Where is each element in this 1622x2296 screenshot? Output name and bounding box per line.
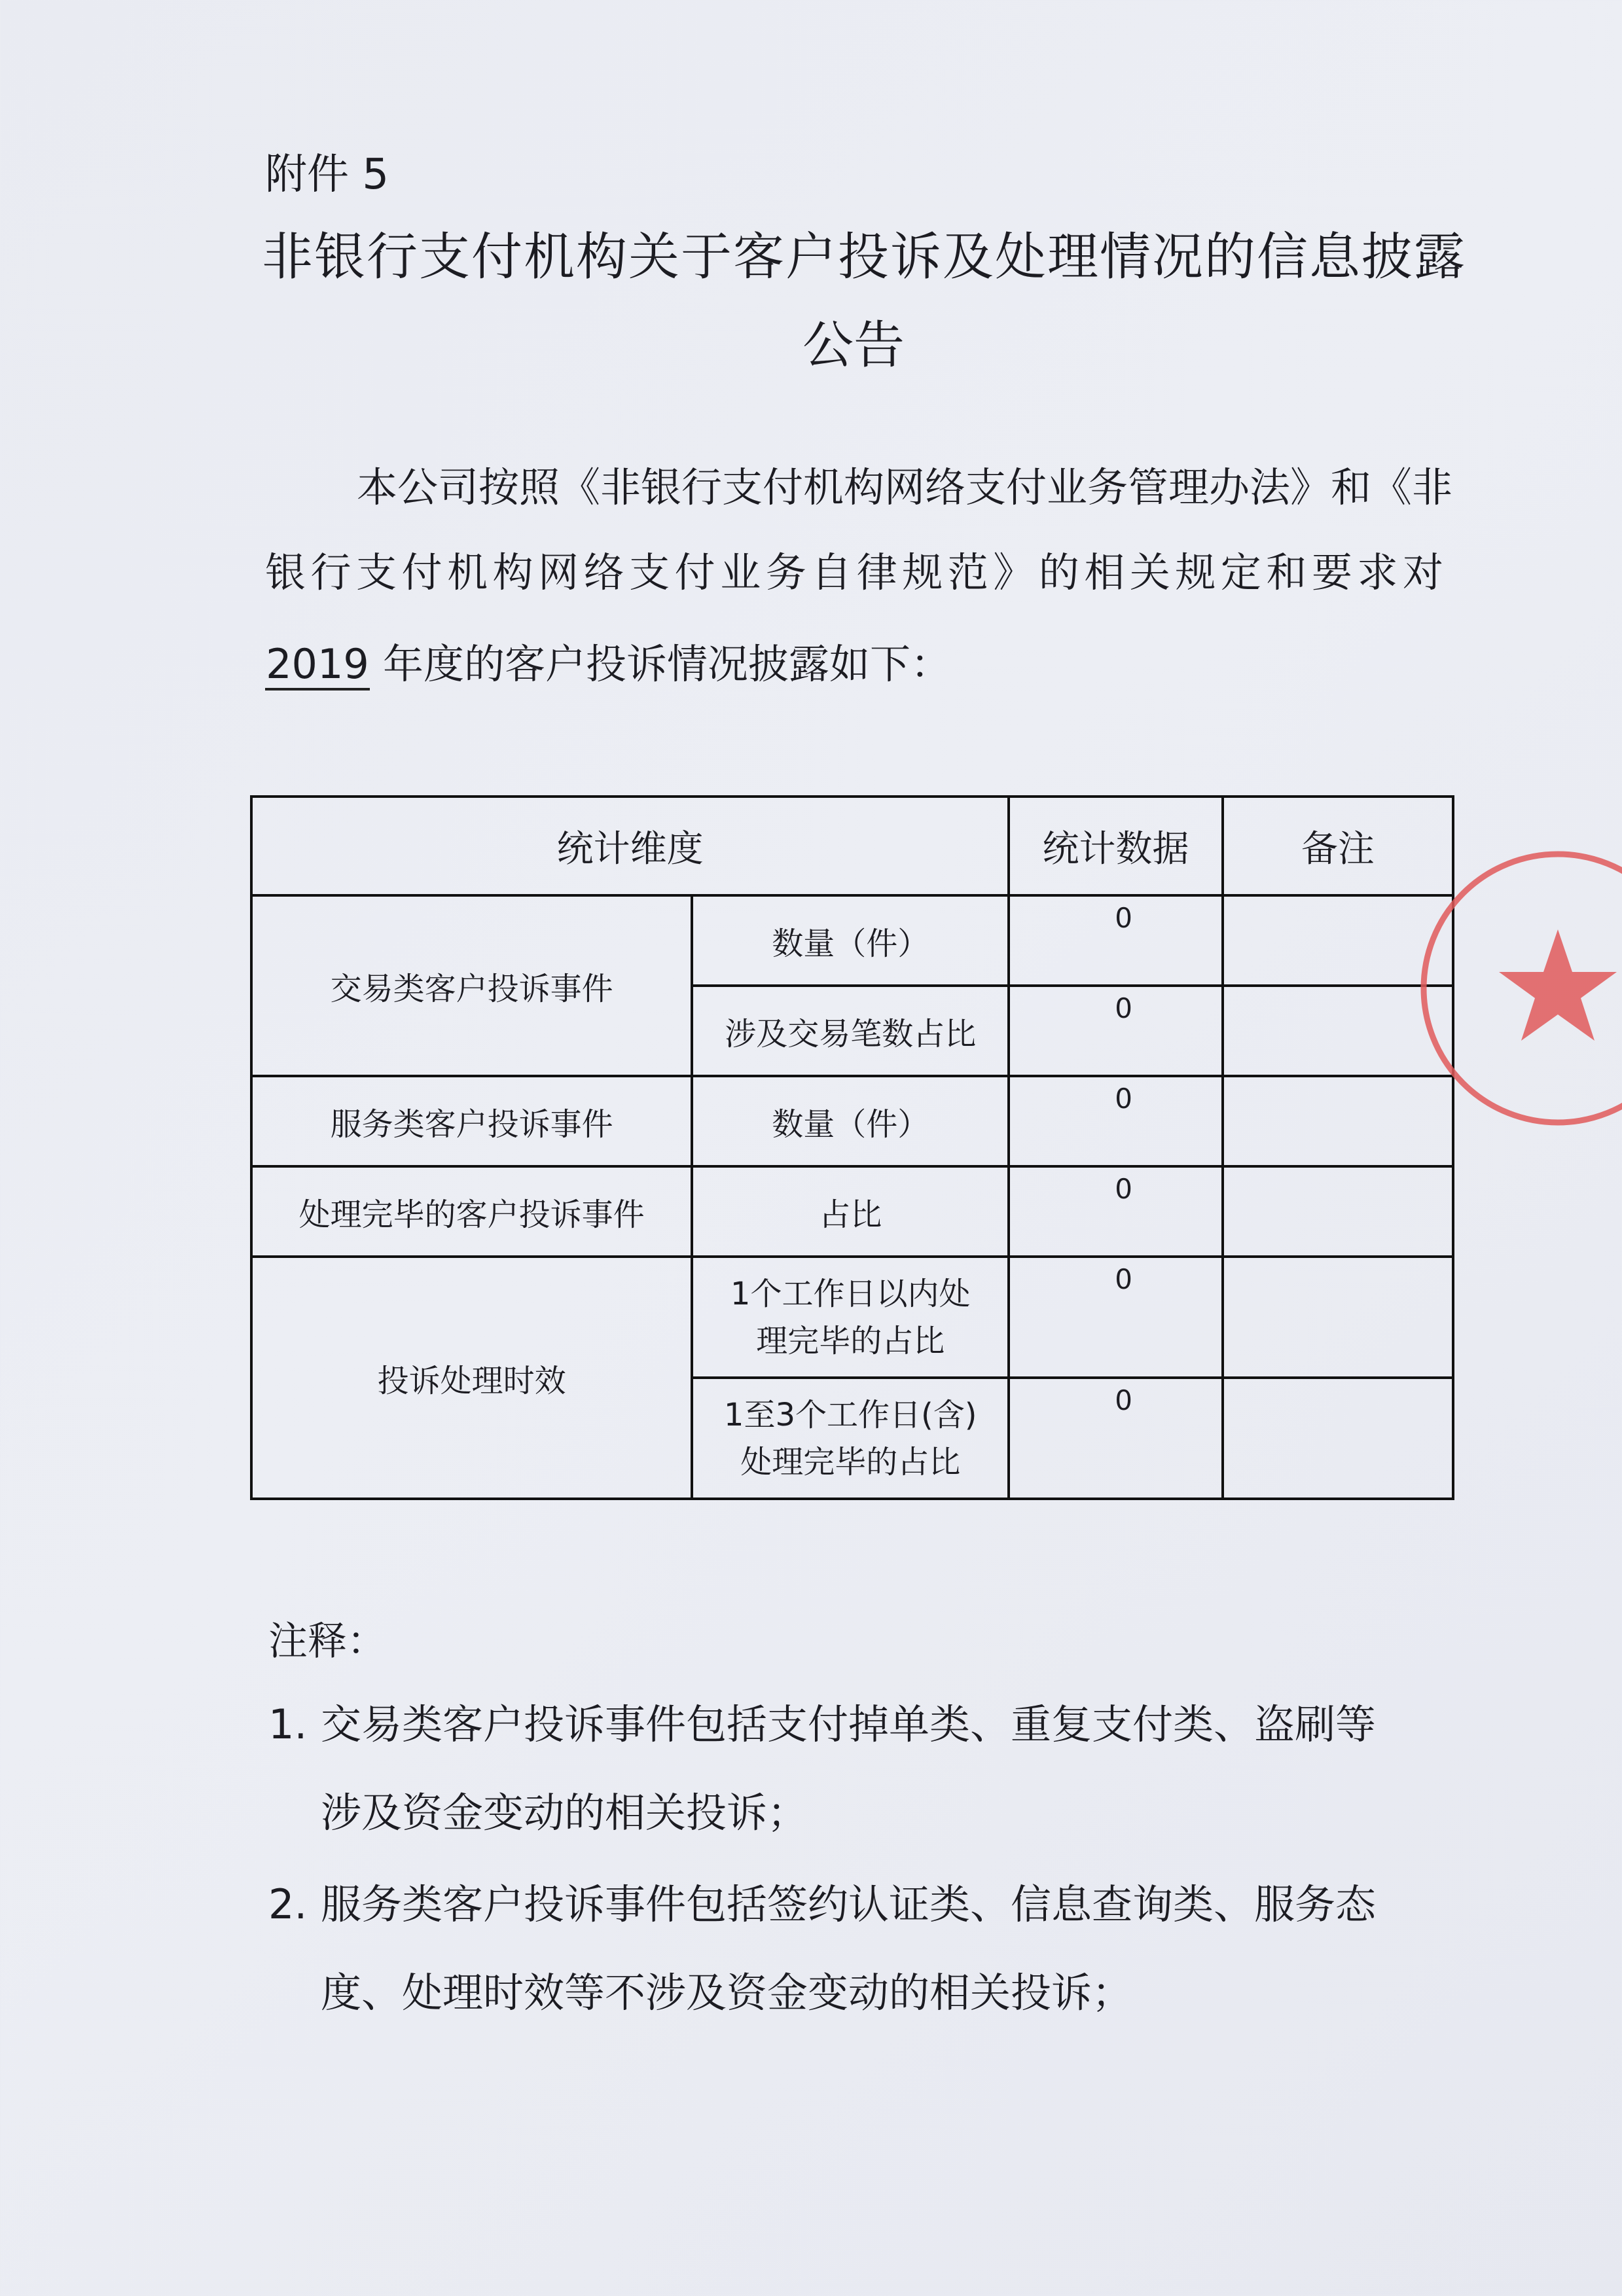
row-value: 0 [1009,986,1223,1076]
row-label: 数量（件） [692,1076,1009,1166]
row-value: 0 [1009,895,1223,986]
note-continuation: 涉及资金变动的相关投诉； [321,1789,808,1837]
row-remark [1223,1378,1453,1499]
header-remark: 备注 [1223,797,1453,895]
table-row [251,1257,1453,1378]
row-label-line: 1个工作日以内处 [730,1275,971,1312]
attachment-label: 附件 5 [265,151,389,199]
row-label-line: 处理完毕的占比 [740,1443,961,1480]
table-row [251,1076,1453,1166]
row-value: 0 [1009,1166,1223,1257]
table-row [251,895,1453,986]
row-remark [1223,1257,1453,1378]
document-title-line2: 公告 [802,316,905,375]
row-label: 涉及交易笔数占比 [692,986,1009,1076]
row-label-line: 1至3个工作日(含) [723,1396,977,1433]
group-timeliness: 投诉处理时效 [251,1257,692,1499]
row-label: 占比 [692,1166,1009,1257]
group-trade-complaints: 交易类客户投诉事件 [251,895,692,1076]
note-number: 1. [268,1700,308,1748]
intro-line-1: 本公司按照《非银行支付机构网络支付业务管理办法》和《非 [357,463,1453,511]
intro-line-2: 银行支付机构网络支付业务自律规范》的相关规定和要求对 [265,548,1443,596]
row-remark [1223,1166,1453,1257]
table-header-row [251,797,1453,895]
notes-title: 注释： [268,1619,386,1664]
seal-star-icon [1499,929,1617,1041]
note-number: 2. [268,1880,308,1928]
company-seal [1407,838,1622,1139]
table-row [251,1166,1453,1257]
document-title: 非银行支付机构关于客户投诉及处理情况的信息披露 [262,228,1467,287]
note-text: 服务类客户投诉事件包括签约认证类、信息查询类、服务态 [321,1880,1377,1928]
row-value: 0 [1009,1076,1223,1166]
group-completed-complaints: 处理完毕的客户投诉事件 [251,1166,692,1257]
header-dimension: 统计维度 [251,797,1009,895]
row-value: 0 [1009,1257,1223,1378]
row-label [692,1378,1009,1499]
note-item [268,1692,1376,1750]
row-label: 数量（件） [692,895,1009,986]
header-data: 统计数据 [1009,797,1223,895]
report-year: 2019 [265,640,370,691]
complaint-stats-table [250,795,1454,1500]
note-item [268,1872,1376,1930]
intro-line-3-text: 年度的客户投诉情况披露如下： [383,640,952,688]
row-label [692,1257,1009,1378]
intro-line-3 [265,632,1443,691]
group-service-complaints: 服务类客户投诉事件 [251,1076,692,1166]
note-continuation: 度、处理时效等不涉及资金变动的相关投诉； [321,1969,1133,2017]
row-value: 0 [1009,1378,1223,1499]
note-text: 交易类客户投诉事件包括支付掉单类、重复支付类、盗刷等 [321,1700,1377,1748]
row-label-line: 理完毕的占比 [756,1322,945,1359]
